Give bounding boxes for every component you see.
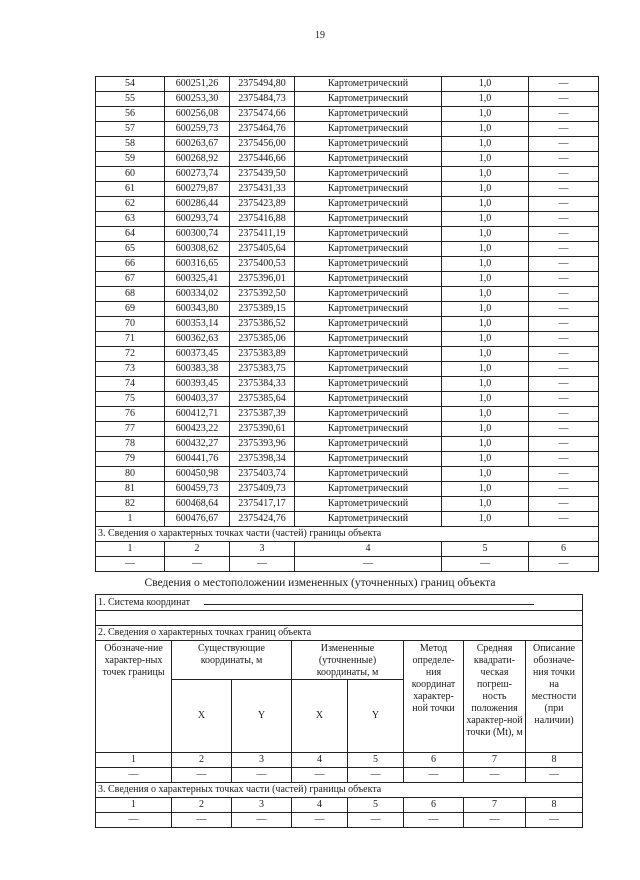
dash-cell: — bbox=[348, 768, 404, 783]
method-cell: Картометрический bbox=[295, 362, 442, 377]
method-cell: Картометрический bbox=[295, 392, 442, 407]
method-cell: Картометрический bbox=[295, 452, 442, 467]
dash-cell: — bbox=[526, 813, 583, 828]
header-method: Метод определе-ния координат характер-ной точки bbox=[404, 641, 464, 753]
method-cell: Картометрический bbox=[295, 512, 442, 527]
header-x: X bbox=[292, 680, 348, 753]
method-cell: Картометрический bbox=[295, 227, 442, 242]
point-number-cell: 73 bbox=[96, 362, 165, 377]
accuracy-cell: 1,0 bbox=[442, 407, 529, 422]
coord-y-cell: 2375385,06 bbox=[230, 332, 295, 347]
header-existing: Существующие координаты, м bbox=[172, 641, 292, 680]
point-number-cell: 56 bbox=[96, 107, 165, 122]
column-index-row bbox=[96, 798, 583, 813]
description-cell: — bbox=[529, 287, 599, 302]
accuracy-cell: 1,0 bbox=[442, 272, 529, 287]
index-cell: 3 bbox=[232, 753, 292, 768]
dash-cell: — bbox=[230, 557, 295, 572]
table-row bbox=[96, 407, 599, 422]
coord-y-cell: 2375439,50 bbox=[230, 167, 295, 182]
header-y: Y bbox=[232, 680, 292, 753]
accuracy-cell: 1,0 bbox=[442, 152, 529, 167]
section-2-title: 2. Сведения о характерных точках границ объекта bbox=[96, 626, 583, 641]
coord-x-cell: 600432,27 bbox=[165, 437, 230, 452]
table-row bbox=[96, 137, 599, 152]
coord-x-cell: 600253,30 bbox=[165, 92, 230, 107]
section-3-row bbox=[96, 783, 583, 798]
boundary-points-table bbox=[95, 76, 599, 572]
coord-y-cell: 2375390,61 bbox=[230, 422, 295, 437]
index-cell: 5 bbox=[348, 753, 404, 768]
coord-x-cell: 600263,67 bbox=[165, 137, 230, 152]
index-cell: 8 bbox=[526, 753, 583, 768]
coord-x-cell: 600308,62 bbox=[165, 242, 230, 257]
point-number-cell: 74 bbox=[96, 377, 165, 392]
coord-x-cell: 600459,73 bbox=[165, 482, 230, 497]
description-cell: — bbox=[529, 212, 599, 227]
coord-y-cell: 2375446,66 bbox=[230, 152, 295, 167]
coord-x-cell: 600256,08 bbox=[165, 107, 230, 122]
section-1-cell bbox=[96, 595, 583, 611]
index-cell: 1 bbox=[96, 798, 172, 813]
coord-y-cell: 2375456,00 bbox=[230, 137, 295, 152]
point-number-cell: 71 bbox=[96, 332, 165, 347]
method-cell: Картометрический bbox=[295, 422, 442, 437]
index-cell: 6 bbox=[529, 542, 599, 557]
coord-x-cell: 600468,64 bbox=[165, 497, 230, 512]
coord-x-cell: 600441,76 bbox=[165, 452, 230, 467]
table-row bbox=[96, 377, 599, 392]
point-number-cell: 58 bbox=[96, 137, 165, 152]
method-cell: Картометрический bbox=[295, 137, 442, 152]
accuracy-cell: 1,0 bbox=[442, 347, 529, 362]
table-row bbox=[96, 182, 599, 197]
header-x: X bbox=[172, 680, 232, 753]
point-number-cell: 61 bbox=[96, 182, 165, 197]
dash-row bbox=[96, 768, 583, 783]
accuracy-cell: 1,0 bbox=[442, 137, 529, 152]
coord-y-cell: 2375424,76 bbox=[230, 512, 295, 527]
point-number-cell: 78 bbox=[96, 437, 165, 452]
coord-y-cell: 2375464,76 bbox=[230, 122, 295, 137]
coord-x-cell: 600300,74 bbox=[165, 227, 230, 242]
point-number-cell: 77 bbox=[96, 422, 165, 437]
section-3-title: 3. Сведения о характерных точках части (частей) границы объекта bbox=[96, 783, 583, 798]
coordinate-system-line bbox=[204, 595, 534, 605]
method-cell: Картометрический bbox=[295, 437, 442, 452]
index-cell: 4 bbox=[295, 542, 442, 557]
method-cell: Картометрический bbox=[295, 212, 442, 227]
table-row bbox=[96, 497, 599, 512]
accuracy-cell: 1,0 bbox=[442, 197, 529, 212]
description-cell: — bbox=[529, 107, 599, 122]
method-cell: Картометрический bbox=[295, 122, 442, 137]
table-row bbox=[96, 512, 599, 527]
coord-x-cell: 600393,45 bbox=[165, 377, 230, 392]
dash-cell: — bbox=[404, 813, 464, 828]
dash-cell: — bbox=[292, 813, 348, 828]
accuracy-cell: 1,0 bbox=[442, 482, 529, 497]
point-number-cell: 68 bbox=[96, 287, 165, 302]
point-number-cell: 54 bbox=[96, 77, 165, 92]
header-description: Описание обозначе-ния точки на местности (при наличии) bbox=[526, 641, 583, 753]
accuracy-cell: 1,0 bbox=[442, 302, 529, 317]
method-cell: Картометрический bbox=[295, 272, 442, 287]
coord-x-cell: 600450,98 bbox=[165, 467, 230, 482]
column-index-row bbox=[96, 542, 599, 557]
method-cell: Картометрический bbox=[295, 332, 442, 347]
coord-y-cell: 2375423,89 bbox=[230, 197, 295, 212]
dash-cell: — bbox=[232, 813, 292, 828]
accuracy-cell: 1,0 bbox=[442, 182, 529, 197]
description-cell: — bbox=[529, 182, 599, 197]
table-row bbox=[96, 317, 599, 332]
description-cell: — bbox=[529, 152, 599, 167]
dash-cell: — bbox=[165, 557, 230, 572]
table-row bbox=[96, 452, 599, 467]
method-cell: Картометрический bbox=[295, 407, 442, 422]
index-cell: 6 bbox=[404, 753, 464, 768]
changed-boundaries-table bbox=[95, 594, 583, 828]
dash-cell: — bbox=[404, 768, 464, 783]
coord-x-cell: 600325,41 bbox=[165, 272, 230, 287]
method-cell: Картометрический bbox=[295, 347, 442, 362]
coord-x-cell: 600316,65 bbox=[165, 257, 230, 272]
index-cell: 7 bbox=[464, 753, 526, 768]
point-number-cell: 60 bbox=[96, 167, 165, 182]
dash-cell: — bbox=[442, 557, 529, 572]
coord-y-cell: 2375409,73 bbox=[230, 482, 295, 497]
section-1-row bbox=[96, 595, 583, 611]
index-cell: 3 bbox=[232, 798, 292, 813]
header-row bbox=[96, 641, 583, 680]
dash-row bbox=[96, 557, 599, 572]
coord-y-cell: 2375385,64 bbox=[230, 392, 295, 407]
description-cell: — bbox=[529, 122, 599, 137]
coord-y-cell: 2375403,74 bbox=[230, 467, 295, 482]
table-row bbox=[96, 302, 599, 317]
table-row bbox=[96, 437, 599, 452]
section-1-label: 1. Система координат bbox=[98, 597, 191, 608]
table-row bbox=[96, 122, 599, 137]
method-cell: Картометрический bbox=[295, 182, 442, 197]
coord-y-cell: 2375396,01 bbox=[230, 272, 295, 287]
accuracy-cell: 1,0 bbox=[442, 77, 529, 92]
table-row bbox=[96, 197, 599, 212]
coord-x-cell: 600334,02 bbox=[165, 287, 230, 302]
dash-row bbox=[96, 813, 583, 828]
coord-y-cell: 2375431,33 bbox=[230, 182, 295, 197]
index-cell: 1 bbox=[96, 753, 172, 768]
method-cell: Картометрический bbox=[295, 497, 442, 512]
description-cell: — bbox=[529, 422, 599, 437]
coord-x-cell: 600383,38 bbox=[165, 362, 230, 377]
dash-cell: — bbox=[526, 768, 583, 783]
description-cell: — bbox=[529, 227, 599, 242]
description-cell: — bbox=[529, 242, 599, 257]
coord-x-cell: 600259,73 bbox=[165, 122, 230, 137]
table-row bbox=[96, 332, 599, 347]
description-cell: — bbox=[529, 272, 599, 287]
point-number-cell: 64 bbox=[96, 227, 165, 242]
accuracy-cell: 1,0 bbox=[442, 257, 529, 272]
coord-y-cell: 2375411,19 bbox=[230, 227, 295, 242]
method-cell: Картометрический bbox=[295, 377, 442, 392]
accuracy-cell: 1,0 bbox=[442, 437, 529, 452]
point-number-cell: 70 bbox=[96, 317, 165, 332]
table-row bbox=[96, 347, 599, 362]
coord-y-cell: 2375405,64 bbox=[230, 242, 295, 257]
dash-cell: — bbox=[96, 557, 165, 572]
table-row bbox=[96, 467, 599, 482]
accuracy-cell: 1,0 bbox=[442, 467, 529, 482]
method-cell: Картометрический bbox=[295, 467, 442, 482]
description-cell: — bbox=[529, 167, 599, 182]
point-number-cell: 55 bbox=[96, 92, 165, 107]
coord-y-cell: 2375398,34 bbox=[230, 452, 295, 467]
description-cell: — bbox=[529, 377, 599, 392]
point-number-cell: 67 bbox=[96, 272, 165, 287]
dash-cell: — bbox=[529, 557, 599, 572]
accuracy-cell: 1,0 bbox=[442, 332, 529, 347]
point-number-cell: 79 bbox=[96, 452, 165, 467]
accuracy-cell: 1,0 bbox=[442, 452, 529, 467]
index-cell: 5 bbox=[348, 798, 404, 813]
header-accuracy: Средняя квадрати-ческая погреш-ность положения характер-ной точки (Mt), м bbox=[464, 641, 526, 753]
coord-y-cell: 2375384,33 bbox=[230, 377, 295, 392]
description-cell: — bbox=[529, 392, 599, 407]
coord-y-cell: 2375386,52 bbox=[230, 317, 295, 332]
accuracy-cell: 1,0 bbox=[442, 317, 529, 332]
blank-cell bbox=[96, 611, 583, 626]
table-row bbox=[96, 227, 599, 242]
index-cell: 5 bbox=[442, 542, 529, 557]
method-cell: Картометрический bbox=[295, 167, 442, 182]
coord-y-cell: 2375393,96 bbox=[230, 437, 295, 452]
table-row bbox=[96, 257, 599, 272]
method-cell: Картометрический bbox=[295, 302, 442, 317]
coord-y-cell: 2375494,80 bbox=[230, 77, 295, 92]
coord-y-cell: 2375474,66 bbox=[230, 107, 295, 122]
index-cell: 2 bbox=[172, 753, 232, 768]
method-cell: Картометрический bbox=[295, 77, 442, 92]
dash-cell: — bbox=[464, 813, 526, 828]
index-cell: 8 bbox=[526, 798, 583, 813]
accuracy-cell: 1,0 bbox=[442, 287, 529, 302]
dash-cell: — bbox=[464, 768, 526, 783]
dash-cell: — bbox=[292, 768, 348, 783]
method-cell: Картометрический bbox=[295, 242, 442, 257]
section-3-row bbox=[96, 527, 599, 542]
coord-y-cell: 2375389,15 bbox=[230, 302, 295, 317]
coord-y-cell: 2375417,17 bbox=[230, 497, 295, 512]
method-cell: Картометрический bbox=[295, 92, 442, 107]
column-index-row bbox=[96, 753, 583, 768]
method-cell: Картометрический bbox=[295, 317, 442, 332]
point-number-cell: 81 bbox=[96, 482, 165, 497]
description-cell: — bbox=[529, 437, 599, 452]
index-cell: 4 bbox=[292, 798, 348, 813]
description-cell: — bbox=[529, 467, 599, 482]
description-cell: — bbox=[529, 347, 599, 362]
description-cell: — bbox=[529, 317, 599, 332]
method-cell: Картометрический bbox=[295, 482, 442, 497]
index-cell: 7 bbox=[464, 798, 526, 813]
description-cell: — bbox=[529, 197, 599, 212]
table-row bbox=[96, 362, 599, 377]
accuracy-cell: 1,0 bbox=[442, 377, 529, 392]
coord-y-cell: 2375484,73 bbox=[230, 92, 295, 107]
description-cell: — bbox=[529, 407, 599, 422]
accuracy-cell: 1,0 bbox=[442, 242, 529, 257]
method-cell: Картометрический bbox=[295, 257, 442, 272]
method-cell: Картометрический bbox=[295, 107, 442, 122]
coord-x-cell: 600251,26 bbox=[165, 77, 230, 92]
coord-y-cell: 2375416,88 bbox=[230, 212, 295, 227]
index-cell: 3 bbox=[230, 542, 295, 557]
dash-cell: — bbox=[96, 813, 172, 828]
description-cell: — bbox=[529, 482, 599, 497]
header-changed: Измененные (уточненные) координаты, м bbox=[292, 641, 404, 680]
point-number-cell: 65 bbox=[96, 242, 165, 257]
index-cell: 6 bbox=[404, 798, 464, 813]
point-number-cell: 80 bbox=[96, 467, 165, 482]
header-y: Y bbox=[348, 680, 404, 753]
point-number-cell: 66 bbox=[96, 257, 165, 272]
point-number-cell: 72 bbox=[96, 347, 165, 362]
description-cell: — bbox=[529, 332, 599, 347]
coord-y-cell: 2375392,50 bbox=[230, 287, 295, 302]
coord-y-cell: 2375383,75 bbox=[230, 362, 295, 377]
table-row bbox=[96, 272, 599, 287]
accuracy-cell: 1,0 bbox=[442, 167, 529, 182]
coord-x-cell: 600286,44 bbox=[165, 197, 230, 212]
header-point-name: Обозначе-ние характер-ных точек границы bbox=[96, 641, 172, 753]
description-cell: — bbox=[529, 77, 599, 92]
description-cell: — bbox=[529, 257, 599, 272]
table-row bbox=[96, 392, 599, 407]
method-cell: Картометрический bbox=[295, 152, 442, 167]
accuracy-cell: 1,0 bbox=[442, 107, 529, 122]
coord-x-cell: 600403,37 bbox=[165, 392, 230, 407]
section-2-row bbox=[96, 626, 583, 641]
coord-x-cell: 600353,14 bbox=[165, 317, 230, 332]
accuracy-cell: 1,0 bbox=[442, 212, 529, 227]
dash-cell: — bbox=[232, 768, 292, 783]
table-row bbox=[96, 287, 599, 302]
index-cell: 1 bbox=[96, 542, 165, 557]
accuracy-cell: 1,0 bbox=[442, 92, 529, 107]
table-row bbox=[96, 92, 599, 107]
coord-x-cell: 600268,92 bbox=[165, 152, 230, 167]
accuracy-cell: 1,0 bbox=[442, 512, 529, 527]
point-number-cell: 76 bbox=[96, 407, 165, 422]
coord-x-cell: 600273,74 bbox=[165, 167, 230, 182]
page-number: 19 bbox=[315, 30, 325, 41]
dash-cell: — bbox=[348, 813, 404, 828]
coord-y-cell: 2375400,53 bbox=[230, 257, 295, 272]
point-number-cell: 62 bbox=[96, 197, 165, 212]
changed-boundaries-title: Сведения о местоположении измененных (уточненных) границ объекта bbox=[144, 577, 496, 589]
accuracy-cell: 1,0 bbox=[442, 497, 529, 512]
index-cell: 4 bbox=[292, 753, 348, 768]
table-row bbox=[96, 422, 599, 437]
coord-y-cell: 2375387,39 bbox=[230, 407, 295, 422]
accuracy-cell: 1,0 bbox=[442, 227, 529, 242]
blank-row bbox=[96, 611, 583, 626]
description-cell: — bbox=[529, 497, 599, 512]
table-row bbox=[96, 212, 599, 227]
coord-x-cell: 600412,71 bbox=[165, 407, 230, 422]
accuracy-cell: 1,0 bbox=[442, 422, 529, 437]
point-number-cell: 75 bbox=[96, 392, 165, 407]
description-cell: — bbox=[529, 302, 599, 317]
dash-cell: — bbox=[96, 768, 172, 783]
dash-cell: — bbox=[172, 768, 232, 783]
description-cell: — bbox=[529, 512, 599, 527]
index-cell: 2 bbox=[172, 798, 232, 813]
method-cell: Картометрический bbox=[295, 287, 442, 302]
index-cell: 2 bbox=[165, 542, 230, 557]
point-number-cell: 69 bbox=[96, 302, 165, 317]
accuracy-cell: 1,0 bbox=[442, 362, 529, 377]
point-number-cell: 57 bbox=[96, 122, 165, 137]
accuracy-cell: 1,0 bbox=[442, 122, 529, 137]
point-number-cell: 63 bbox=[96, 212, 165, 227]
point-number-cell: 1 bbox=[96, 512, 165, 527]
coord-x-cell: 600423,22 bbox=[165, 422, 230, 437]
table-row bbox=[96, 482, 599, 497]
accuracy-cell: 1,0 bbox=[442, 392, 529, 407]
description-cell: — bbox=[529, 362, 599, 377]
coord-x-cell: 600279,87 bbox=[165, 182, 230, 197]
table-row bbox=[96, 107, 599, 122]
coord-x-cell: 600373,45 bbox=[165, 347, 230, 362]
coord-x-cell: 600343,80 bbox=[165, 302, 230, 317]
description-cell: — bbox=[529, 92, 599, 107]
table-row bbox=[96, 77, 599, 92]
section-3-title: 3. Сведения о характерных точках части (частей) границы объекта bbox=[96, 527, 599, 542]
coord-x-cell: 600293,74 bbox=[165, 212, 230, 227]
table-row bbox=[96, 242, 599, 257]
coord-y-cell: 2375383,89 bbox=[230, 347, 295, 362]
coord-x-cell: 600476,67 bbox=[165, 512, 230, 527]
point-number-cell: 82 bbox=[96, 497, 165, 512]
coord-x-cell: 600362,63 bbox=[165, 332, 230, 347]
table-row bbox=[96, 167, 599, 182]
dash-cell: — bbox=[295, 557, 442, 572]
table-row bbox=[96, 152, 599, 167]
point-number-cell: 59 bbox=[96, 152, 165, 167]
description-cell: — bbox=[529, 452, 599, 467]
description-cell: — bbox=[529, 137, 599, 152]
method-cell: Картометрический bbox=[295, 197, 442, 212]
dash-cell: — bbox=[172, 813, 232, 828]
